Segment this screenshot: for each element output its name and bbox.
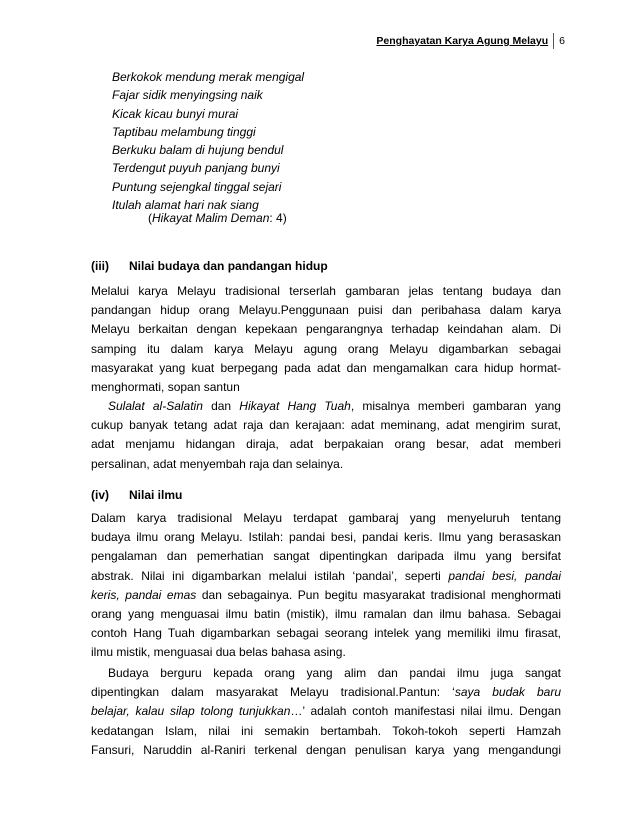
section-heading-iii xyxy=(91,259,328,273)
text-run: abstrak. Nilai ini digambarkan melalui istilah ‘pandai’, seperti xyxy=(91,568,449,583)
citation-work: Hikayat Malim Deman xyxy=(152,211,270,225)
section-title: Nilai ilmu xyxy=(129,488,183,502)
poem-line: Berkuku balam di hujung bendul xyxy=(112,143,284,158)
citation-page: : 4) xyxy=(269,211,287,225)
text-line: samping itu dalam karya Melayu agung orang Melayu digambarkan sebagai xyxy=(91,341,561,356)
text-line: pandangan hidup orang Melayu.Penggunaan puisi dan peribahasa dalam karya xyxy=(91,303,561,318)
page-header xyxy=(376,33,565,49)
poem-line: Fajar sidik menyingsing naik xyxy=(112,88,263,103)
poem-line: Taptibau melambung tinggi xyxy=(112,124,256,139)
text-line: contoh Hang Tuah digambarkan sebagai seorang intelek yang memiliki ilmu firasat, xyxy=(91,626,561,641)
italic-pantun: belajar, kalau silap tolong tunjukkan xyxy=(91,704,291,719)
section-number: (iv) xyxy=(91,488,109,502)
poem-line: Itulah alamat hari nak siang xyxy=(112,198,259,213)
poem-line: Berkokok mendung merak mengigal xyxy=(112,70,305,84)
italic-term: pandai besi, pandai xyxy=(448,568,561,583)
paragraph-berguru xyxy=(91,664,561,760)
text-line xyxy=(91,397,561,416)
text-line: ilmu mistik, menguasai dua belas bahasa asing. xyxy=(91,645,346,660)
poem-line: Kicak kicau bunyi murai xyxy=(112,106,239,121)
text-line: Dalam karya tradisional Melayu terdapat gambaraj yang menyeluruh tentang xyxy=(91,511,561,525)
citation-open: ( xyxy=(148,211,152,225)
text-line xyxy=(91,567,561,586)
text-run: …’ adalah contoh manifestasi nilai ilmu. Dengan xyxy=(290,704,562,719)
text-line xyxy=(91,586,561,605)
paragraph-budaya xyxy=(91,282,561,397)
text-line: Budaya berguru kepada orang yang alim dan pandai ilmu juga sangat xyxy=(108,666,561,680)
work-title: Hikayat Hang Tuah xyxy=(239,399,351,413)
header-divider xyxy=(553,33,554,49)
work-title: Sulalat al-Salatin xyxy=(108,399,203,413)
italic-term: keris, pandai emas xyxy=(91,587,197,602)
paragraph-ilmu xyxy=(91,509,561,663)
poem-block xyxy=(112,68,304,214)
text-line xyxy=(91,702,561,721)
text-line: menghormati, sopan santun xyxy=(91,380,240,395)
poem-line: Puntung sejengkal tinggal sejari xyxy=(112,179,282,194)
page-number: 6 xyxy=(559,35,565,47)
poem-citation xyxy=(148,211,287,225)
text-line: persalinan, adat menyembah raja dan selainya. xyxy=(91,456,344,471)
text-run: , misalnya memberi gambaran yang xyxy=(350,399,561,413)
text-line: Melayu berkaitan dengan kepekaan pengarangnya terhadap keindahan alam. Di xyxy=(91,322,561,337)
italic-pantun: saya budak baru xyxy=(454,685,561,700)
text-line: Melalui karya Melayu tradisional terserlah gambaran jelas tentang budaya dan xyxy=(91,284,561,298)
running-title: Penghayatan Karya Agung Melayu xyxy=(376,35,549,47)
text-line: orang yang menguasai ilmu batin (mistik), ilmu ramalan dan ilmu bahasa. Sebagai xyxy=(91,607,561,622)
paragraph-adat xyxy=(91,397,561,474)
text-run: dipentingkan dalam masyarakat Melayu tradisional.Pantun: ‘ xyxy=(91,685,455,700)
text-line: kedatangan Islam, nilai ini semakin bertambah. Tokoh-tokoh seperti Hamzah xyxy=(91,723,561,738)
text-run: dan xyxy=(202,399,240,413)
section-heading-iv xyxy=(91,488,182,502)
text-line: budaya ilmu orang Melayu. Istilah: pandai besi, pandai keris. Ilmu yang berasaskan xyxy=(91,530,561,545)
text-line: cukup banyak tetang adat raja dan kerajaan: adat meminang, adat mengirim surat, xyxy=(91,418,561,433)
text-line: pengalaman dan pemerhatian sangat dipentingkan daripada ilmu yang bersifat xyxy=(91,549,561,564)
text-line: masyarakat yang kuat berpegang pada adat dan mengamalkan cara hidup hormat- xyxy=(91,360,561,375)
text-line: Fansuri, Naruddin al-Raniri terkenal dengan penulisan karya yang mengandungi xyxy=(91,742,561,757)
section-title: Nilai budaya dan pandangan hidup xyxy=(129,259,328,273)
section-number: (iii) xyxy=(91,259,109,273)
poem-line: Terdengut puyuh panjang bunyi xyxy=(112,161,280,176)
text-run: dan sebagainya. Pun begitu masyarakat tradisional menghormati xyxy=(196,587,562,602)
text-line: adat menjamu hidangan diraja, adat berpakaian orang besar, adat memberi xyxy=(91,437,561,452)
text-line xyxy=(91,683,561,702)
